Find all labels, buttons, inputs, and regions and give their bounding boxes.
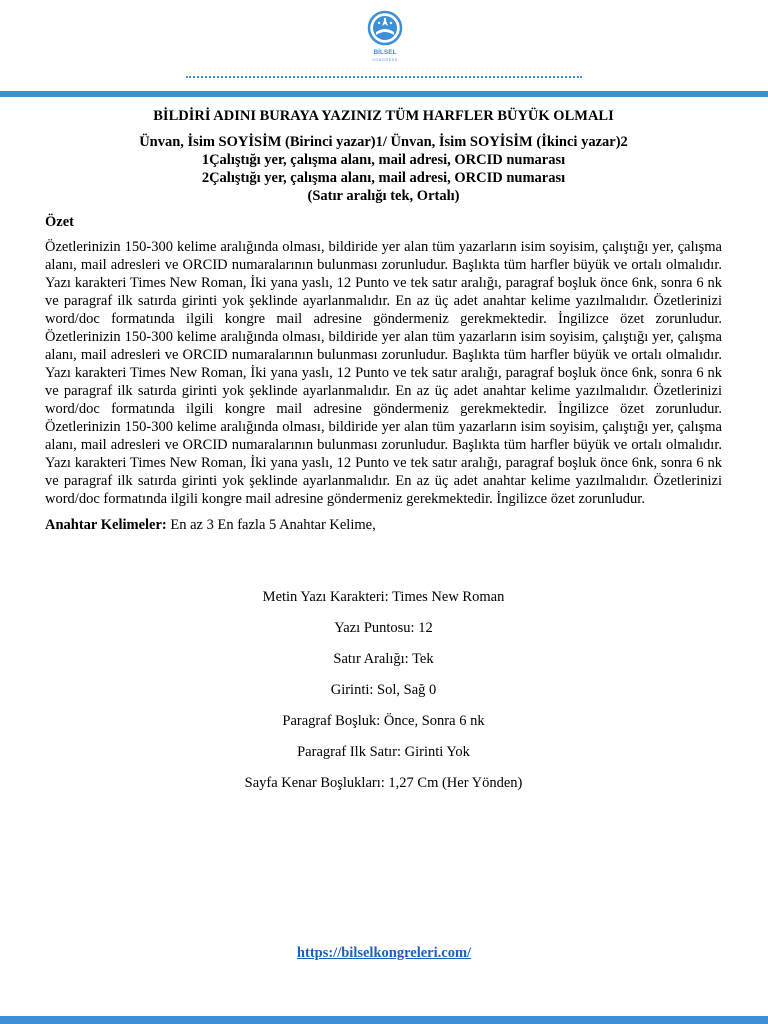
footer	[0, 945, 768, 962]
footer-accent-bar	[0, 1016, 768, 1024]
keywords-value: En az 3 En fazla 5 Anahtar Kelime,	[166, 517, 376, 533]
spec-margins: Sayfa Kenar Boşlukları: 1,27 Cm (Her Yönden)	[244, 775, 523, 791]
abstract-heading: Özet	[45, 214, 74, 230]
spec-line-spacing: Satır Aralığı: Tek	[333, 651, 434, 667]
affiliation-2: 2Çalıştığı yer, çalışma alanı, mail adresi, ORCID numarası	[201, 170, 566, 186]
authors-line: Ünvan, İsim SOYİSİM (Birinci yazar)1/ Ünvan, İsim SOYİSİM (İkinci yazar)2	[139, 134, 628, 150]
paper-title: BİLDİRİ ADINI BURAYA YAZINIZ TÜM HARFLER BÜYÜK OLMALI	[153, 108, 614, 124]
abstract-text: Özetlerinizin 150-300 kelime aralığında olması, bildiride yer alan tüm yazarların isim soyisim, çalıştığı yer, çalışma alanı, mail adresleri ve ORCID numaralarının bulunması zorunludur. Başlıkta tüm harfler büyük ve ortalı olmalıdır. Yazı karakteri Times New Roman, İki yana yaslı, 12 Punto ve tek satır aralığı, paragraf boşluk önce 6nk, sonra 6 nk ve paragraf ilk satırda girinti yok şeklinde ayarlanmalıdır. En az üç adet anahtar kelime yazılmalıdır. Özetlerinizi word/doc formatında ilgili kongre mail adresine göndermeniz gerekmektedir. İngilizce özet zorunludur. Özetlerinizin 150-300 kelime aralığında olması, bildiride yer alan tüm yazarların isim soyisim, çalıştığı yer, çalışma alanı, mail adresleri ve ORCID numaralarının bulunması zorunludur. Başlıkta tüm harfler büyük ve ortalı olmalıdır. Yazı karakteri Times New Roman, İki yana yaslı, 12 Punto ve tek satır aralığı, paragraf boşluk önce 6nk, sonra 6 nk ve paragraf ilk satırda girinti yok şeklinde ayarlanmalıdır. En az üç adet anahtar kelime yazılmalıdır. Özetlerinizi word/doc formatında ilgili kongre mail adresine göndermeniz gerekmektedir. İngilizce özet zorunludur. Özetlerinizin 150-300 kelime aralığında olması, bildiride yer alan tüm yazarların isim soyisim, çalıştığı yer, çalışma alanı, mail adresleri ve ORCID numaralarının bulunması zorunludur. Başlıkta tüm harfler büyük ve ortalı olmalıdır. Yazı karakteri Times New Roman, İki yana yaslı, 12 Punto ve tek satır aralığı, paragraf boşluk önce 6nk, sonra 6 nk ve paragraf ilk satırda girinti yok şeklinde ayarlanmalıdır. En az üç adet anahtar kelime yazılmalıdır. Özetlerinizi word/doc formatında ilgili kongre mail adresine göndermeniz gerekmektedir. İngilizce özet zorunludur.	[45, 239, 722, 507]
spec-font: Metin Yazı Karakteri: Times New Roman	[262, 589, 505, 605]
spec-first-line: Paragraf Ilk Satır: Girinti Yok	[297, 744, 470, 760]
format-note: (Satır aralığı tek, Ortalı)	[307, 188, 460, 204]
header-accent-bar	[0, 91, 768, 97]
keywords-line	[45, 516, 722, 534]
spec-paragraph-spacing: Paragraf Boşluk: Önce, Sonra 6 nk	[282, 713, 485, 729]
affiliation-1: 1Çalıştığı yer, çalışma alanı, mail adresi, ORCID numarası	[201, 152, 566, 168]
spec-font-size: Yazı Puntosu: 12	[334, 620, 433, 636]
website-link[interactable]: https://bilselkongreleri.com/	[296, 945, 472, 961]
keywords-label: Anahtar Kelimeler:	[45, 517, 167, 533]
bilsel-logo	[362, 8, 408, 68]
logo-subtext: CONGRESS	[372, 58, 398, 62]
format-specs	[45, 588, 722, 805]
authors-block	[45, 133, 722, 205]
document-body	[45, 107, 722, 534]
spec-indent: Girinti: Sol, Sağ 0	[330, 682, 437, 698]
header-dotted-divider	[186, 76, 582, 78]
logo-text: BİLSEL	[373, 49, 397, 56]
